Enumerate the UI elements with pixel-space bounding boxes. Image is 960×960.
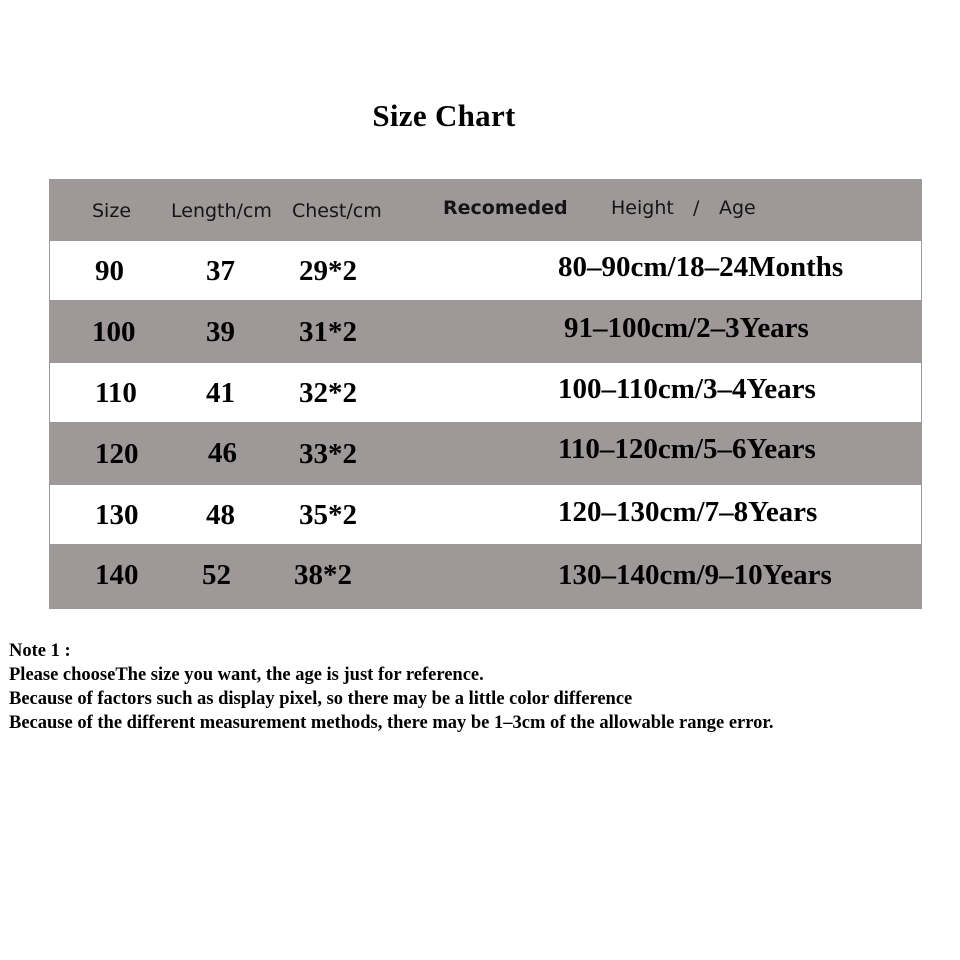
note-line: Please chooseThe size you want, the age is just for reference. [9, 665, 484, 685]
cell-chest: 38*2 [294, 559, 352, 591]
cell-chest: 29*2 [299, 255, 357, 287]
cell-size: 90 [95, 255, 124, 287]
cell-size: 130 [95, 499, 139, 531]
note-line: Because of the different measurement methods, there may be 1–3cm of the allowable range error. [9, 713, 774, 733]
cell-recommended: 100–110cm/3–4Years [558, 373, 816, 405]
cell-length: 39 [206, 316, 235, 348]
cell-length: 48 [206, 499, 235, 531]
cell-length: 46 [208, 437, 237, 469]
header-chest: Chest/cm [292, 200, 382, 222]
cell-length: 41 [206, 377, 235, 409]
page-title: Size Chart [372, 98, 516, 133]
cell-chest: 32*2 [299, 377, 357, 409]
cell-recommended: 130–140cm/9–10Years [558, 559, 832, 591]
cell-length: 52 [202, 559, 231, 591]
size-table [49, 179, 922, 609]
cell-chest: 33*2 [299, 438, 357, 470]
cell-chest: 31*2 [299, 316, 357, 348]
table-header [49, 179, 922, 240]
table-row [49, 545, 922, 609]
cell-recommended: 80–90cm/18–24Months [558, 251, 844, 283]
notes-block [9, 639, 774, 735]
header-slash: / [693, 197, 700, 219]
header-height: Height [611, 197, 674, 219]
cell-chest: 35*2 [299, 499, 357, 531]
table-row [49, 362, 922, 423]
cell-recommended: 91–100cm/2–3Years [564, 312, 809, 344]
table-row [49, 240, 922, 301]
cell-recommended: 120–130cm/7–8Years [558, 496, 818, 528]
cell-recommended: 110–120cm/5–6Years [558, 433, 816, 465]
cell-size: 120 [95, 438, 139, 470]
cell-size: 110 [95, 377, 137, 409]
table-row [49, 423, 922, 484]
note-heading: Note 1 : [9, 641, 71, 661]
header-length: Length/cm [171, 200, 272, 222]
table-row [49, 484, 922, 545]
table-row [49, 301, 922, 362]
header-age: Age [719, 197, 756, 219]
header-size: Size [92, 200, 132, 222]
header-recommended: Recomeded [443, 197, 568, 219]
note-line: Because of factors such as display pixel, so there may be a little color difference [9, 689, 633, 709]
cell-length: 37 [206, 255, 235, 287]
cell-size: 140 [95, 559, 139, 591]
cell-size: 100 [92, 316, 136, 348]
